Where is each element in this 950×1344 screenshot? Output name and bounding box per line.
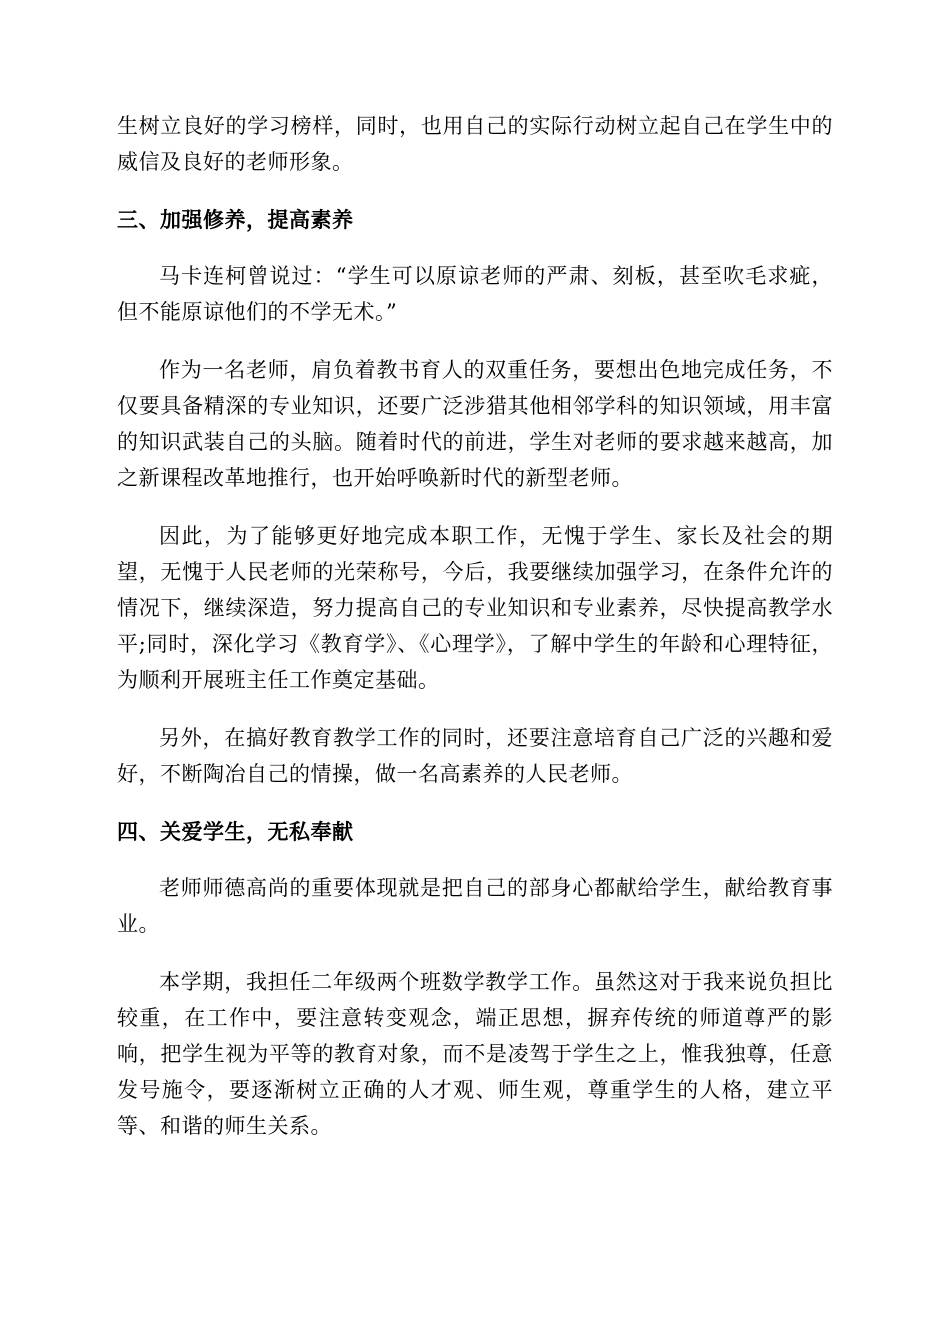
paragraph-semester-work: 本学期，我担任二年级两个班数学教学工作。虽然这对于我来说负担比较重，在工作中，要注意转变观念，端正思想，摒弃传统的师道尊严的影响，把学生视为平等的教育对象，而不是凌驾于学生之上，惟我独尊，任意发号施令，要逐渐树立正确的人才观、师生观，尊重学生的人格，建立平等、和谐的师生关系。 [117,970,833,1138]
paragraph-dedication: 老师师德高尚的重要体现就是把自己的部身心都献给学生，献给教育事业。 [117,876,833,936]
paragraph-continuation: 生树立良好的学习榜样，同时，也用自己的实际行动树立起自己在学生中的威信及良好的老师形象。 [117,114,833,174]
paragraph-continue-learning: 因此，为了能够更好地完成本职工作，无愧于学生、家长及社会的期望，无愧于人民老师的光荣称号，今后，我要继续加强学习，在条件允许的情况下，继续深造，努力提高自己的专业知识和专业素养，尽快提高教学水平;同时，深化学习《教育学》、《心理学》，了解中学生的年龄和心理特征，为顺利开展班主任工作奠定基础。 [117,524,833,692]
document-page [117,108,833,1144]
paragraph-interests: 另外，在搞好教育教学工作的同时，还要注意培育自己广泛的兴趣和爱好，不断陶冶自己的情操，做一名高素养的人民老师。 [117,726,833,786]
section-heading-4: 四、关爱学生，无私奉献 [117,819,354,844]
section-heading-3: 三、加强修养，提高素养 [117,207,354,232]
paragraph-quote: 马卡连柯曾说过：“学生可以原谅老师的严肃、刻板，甚至吹毛求疵，但不能原谅他们的不学无术。” [117,264,833,324]
paragraph-teacher-duty: 作为一名老师，肩负着教书育人的双重任务，要想出色地完成任务，不仅要具备精深的专业知识，还要广泛涉猎其他相邻学科的知识领域，用丰富的知识武装自己的头脑。随着时代的前进，学生对老师的要求越来越高，加之新课程改革地推行，也开始呼唤新时代的新型老师。 [117,358,833,490]
